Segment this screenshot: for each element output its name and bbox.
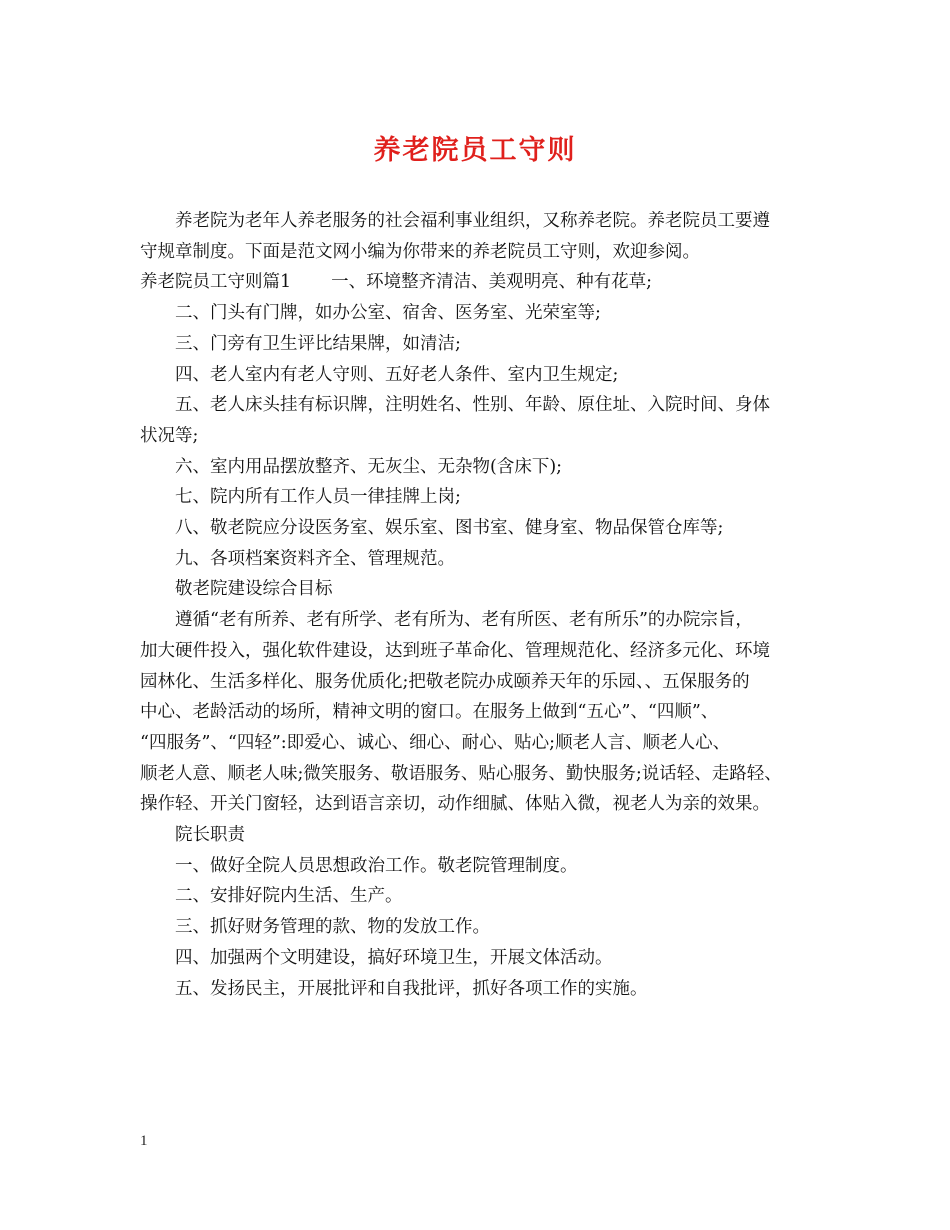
paragraph-line: 守规章制度。下面是范文网小编为你带来的养老院员工守则，欢迎参阅。 (140, 241, 700, 262)
list-item: 三、抓好财务管理的款、物的发放工作。 (175, 917, 490, 938)
list-item: 八、敬老院应分设医务室、娱乐室、图书室、健身室、物品保管仓库等; (175, 518, 724, 539)
paragraph-line: 加大硬件投入，强化软件建设，达到班子革命化、管理规范化、经济多元化、环境 (140, 640, 770, 661)
list-item: 一、做好全院人员思想政治工作。敬老院管理制度。 (175, 855, 578, 876)
list-item: 二、门头有门牌，如办公室、宿舍、医务室、光荣室等; (175, 303, 601, 324)
list-item: 七、院内所有工作人员一律挂牌上岗; (175, 487, 461, 508)
list-item: 二、安排好院内生活、生产。 (175, 886, 403, 907)
list-item: 六、室内用品摆放整齐、无灰尘、无杂物(含床下); (175, 456, 563, 477)
list-item: 四、老人室内有老人守则、五好老人条件、室内卫生规定; (175, 364, 619, 385)
section-heading-line (140, 267, 830, 298)
section-heading: 敬老院建设综合目标 (175, 579, 333, 600)
list-item-continuation: 状况等; (140, 425, 199, 446)
section-heading: 养老院员工守则篇1 (140, 272, 292, 293)
page-number: 1 (140, 1133, 148, 1149)
paragraph-line: 中心、老龄活动的场所，精神文明的窗口。在服务上做到“五心”、“四顺”、 (140, 702, 719, 723)
list-item: 三、门旁有卫生评比结果牌，如清洁; (175, 333, 461, 354)
document-body (140, 206, 830, 1004)
paragraph-line: “四服务”、“四轻”:即爱心、诚心、细心、耐心、贴心;顺老人言、顺老人心、 (140, 732, 731, 753)
list-item: 四、加强两个文明建设，搞好环境卫生，开展文体活动。 (175, 947, 613, 968)
section-heading: 院长职责 (175, 825, 245, 846)
paragraph-line: 园林化、生活多样化、服务优质化;把敬老院办成颐养天年的乐园、、五保服务的 (140, 671, 750, 692)
list-item-text: 一、环境整齐清洁、美观明亮、种有花草; (331, 272, 653, 293)
list-item: 九、各项档案资料齐全、管理规范。 (175, 548, 455, 569)
list-item: 五、发扬民主，开展批评和自我批评，抓好各项工作的实施。 (175, 978, 648, 999)
paragraph-line: 操作轻、开关门窗轻，达到语言亲切，动作细腻、体贴入微，视老人为亲的效果。 (140, 794, 770, 815)
paragraph-line: 顺老人意、顺老人味;微笑服务、敬语服务、贴心服务、勤快服务;说话轻、走路轻、 (140, 763, 782, 784)
document-title: 养老院员工守则 (373, 135, 577, 166)
paragraph-line: 遵循“老有所养、老有所学、老有所为、老有所医、老有所乐”的办院宗旨， (175, 610, 753, 631)
paragraph-line: 养老院为老年人养老服务的社会福利事业组织，又称养老院。养老院员工要遵 (175, 211, 770, 231)
list-item: 五、老人床头挂有标识牌，注明姓名、性别、年龄、原住址、入院时间、身体 (175, 395, 770, 416)
